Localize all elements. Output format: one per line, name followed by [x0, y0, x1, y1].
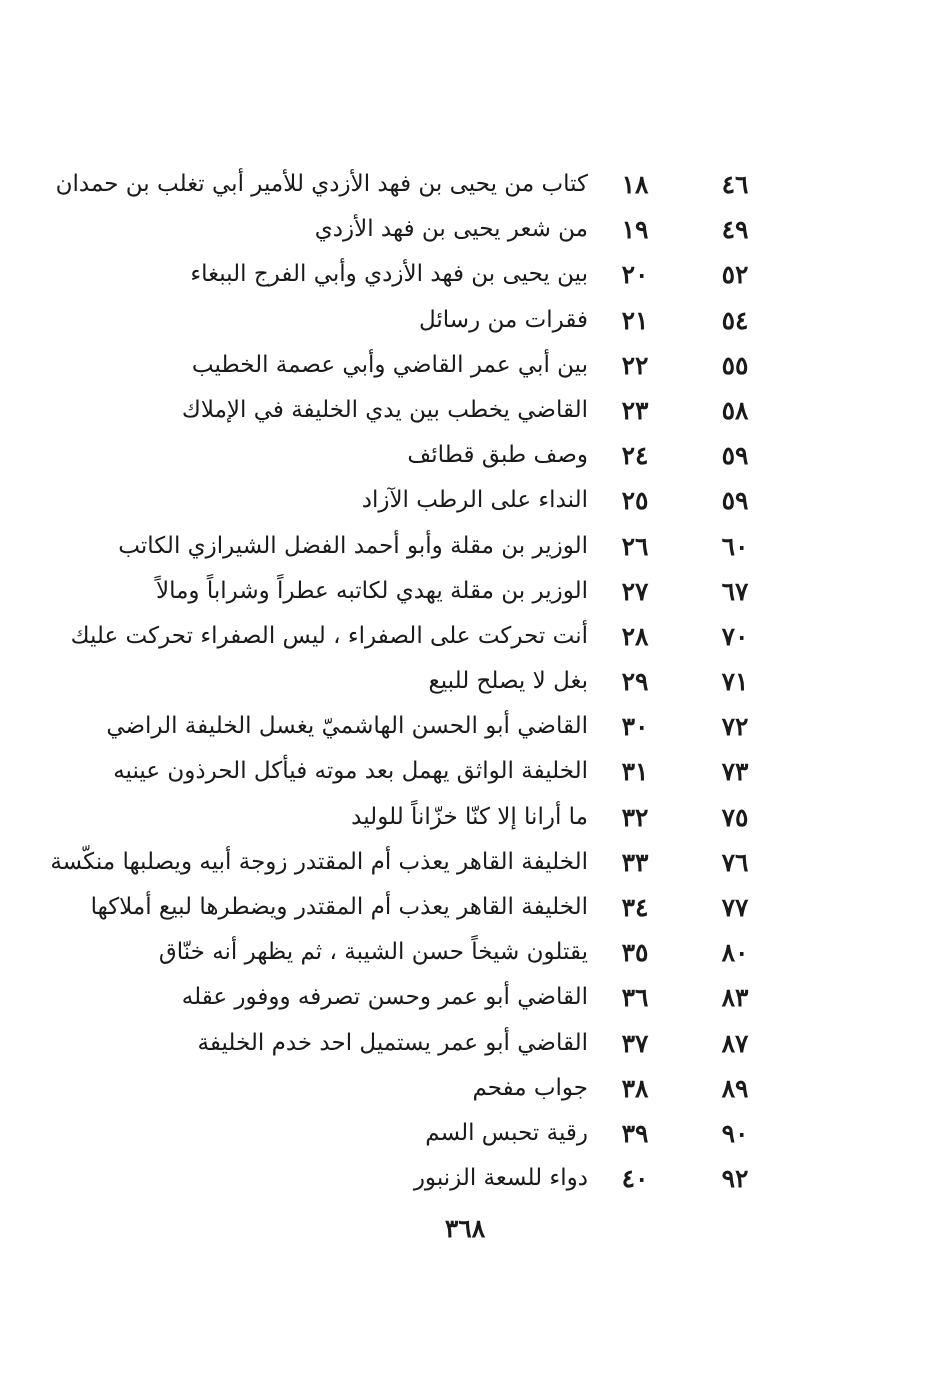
- list-item: [0, 704, 930, 749]
- entry-title: القاضي أبو عمر يستميل احد خدم الخليفة: [197, 1029, 588, 1056]
- entry-title: الوزير بن مقلة وأبو أحمد الفضل الشيرازي الكاتب: [118, 532, 588, 559]
- item-number: ٢٣: [621, 395, 649, 425]
- page-number: ٥٩: [721, 441, 749, 471]
- entry-title: القاضي يخطب بين يدي الخليفة في الإملاك: [181, 396, 588, 423]
- list-item: [0, 840, 930, 885]
- page-number: ٧٣: [721, 757, 749, 787]
- entry-title: النداء على الرطب الآزاد: [361, 487, 588, 514]
- entry-title: بين يحيى بن فهد الأزدي وأبي الفرج الببغاء: [190, 261, 588, 288]
- list-item: [0, 478, 930, 523]
- item-number: ٤٠: [621, 1164, 649, 1194]
- entry-title: رقية تحبس السم: [425, 1119, 588, 1146]
- item-number: ٢٠: [621, 260, 649, 290]
- entry-title: بين أبي عمر القاضي وأبي عصمة الخطيب: [191, 351, 588, 378]
- list-item: [0, 252, 930, 297]
- list-item: [0, 162, 930, 207]
- item-number: ٢٨: [621, 621, 649, 651]
- page-number: ٧٦: [721, 847, 749, 877]
- page-number: ٨٩: [721, 1073, 749, 1103]
- item-number: ٢٩: [621, 667, 649, 697]
- page-number: ٧٠: [721, 621, 749, 651]
- entry-title: الخليفة القاهر يعذب أم المقتدر زوجة أبيه ويصلبها منكّسة: [50, 848, 588, 875]
- entry-title: يقتلون شيخاً حسن الشيبة ، ثم يظهر أنه خنّاق: [158, 939, 588, 966]
- item-number: ٣٧: [621, 1028, 649, 1058]
- item-number: ٢٥: [621, 486, 649, 516]
- entry-title: ما أرانا إلا كنّا خزّاناً للوليد: [351, 803, 588, 830]
- list-item: [0, 298, 930, 343]
- list-item: [0, 569, 930, 614]
- item-number: ٣٢: [621, 802, 649, 832]
- entry-title: الوزير بن مقلة يهدي لكاتبه عطراً وشراباً ومالاً: [155, 577, 588, 604]
- entry-title: القاضي أبو عمر وحسن تصرفه ووفور عقله: [181, 984, 588, 1011]
- list-item: [0, 1021, 930, 1066]
- page-number: ٨٠: [721, 938, 749, 968]
- entry-title: الخليفة القاهر يعذب أم المقتدر ويضطرها لبيع أملاكها: [90, 894, 588, 920]
- page-number: ٥٢: [721, 260, 749, 290]
- entry-title: أنت تحركت على الصفراء ، ليس الصفراء تحركت عليك: [70, 622, 588, 649]
- page-number: ٤٦: [721, 170, 749, 199]
- list-item: [0, 659, 930, 704]
- entry-title: من شعر يحيى بن فهد الأزدي: [314, 216, 588, 243]
- entry-title: الخليفة الواثق يهمل بعد موته فيأكل الحرذون عينيه: [113, 758, 588, 785]
- page-number: ٦٠: [721, 531, 749, 561]
- item-number: ٣٠: [621, 712, 649, 742]
- item-number: ٣٥: [621, 938, 649, 968]
- item-number: ٣٤: [621, 893, 649, 922]
- item-number: ٣٣: [621, 847, 649, 877]
- entry-title: دواء للسعة الزنبور: [413, 1165, 588, 1192]
- page-number: ٤٩: [721, 215, 749, 245]
- item-number: ١٩: [621, 215, 649, 245]
- table-of-contents: [0, 162, 930, 1201]
- page-number: ٥٩: [721, 486, 749, 516]
- item-number: ٢٢: [621, 350, 649, 380]
- page-number: ٥٤: [721, 305, 749, 335]
- entry-title: فقرات من رسائل: [418, 306, 588, 333]
- page-number: ٧٢: [721, 712, 749, 742]
- item-number: ٣٨: [621, 1073, 649, 1103]
- page-number: ٧٧: [721, 893, 749, 922]
- list-item: [0, 614, 930, 659]
- page-number: ٧١: [721, 667, 749, 697]
- page-number: ٨٧: [721, 1028, 749, 1058]
- page-folio-number: ٣٦٨: [444, 1214, 486, 1243]
- page-number: ٨٣: [721, 983, 749, 1013]
- item-number: ٣٦: [621, 983, 649, 1013]
- item-number: ٢١: [621, 305, 649, 335]
- item-number: ٣١: [621, 757, 649, 787]
- list-item: [0, 885, 930, 930]
- list-item: [0, 1066, 930, 1111]
- list-item: [0, 975, 930, 1020]
- page-number: ٧٥: [721, 802, 749, 832]
- item-number: ٣٩: [621, 1118, 649, 1148]
- list-item: [0, 930, 930, 975]
- item-number: ٢٦: [621, 531, 649, 561]
- page-number: ٥٨: [721, 395, 749, 425]
- item-number: ٢٤: [621, 441, 649, 471]
- list-item: [0, 433, 930, 478]
- entry-title: وصف طبق قطائف: [407, 442, 588, 469]
- list-item: [0, 388, 930, 433]
- list-item: [0, 1156, 930, 1201]
- list-item: [0, 1111, 930, 1156]
- list-item: [0, 207, 930, 252]
- list-item: [0, 749, 930, 794]
- entry-title: جواب مفحم: [472, 1074, 588, 1101]
- list-item: [0, 343, 930, 388]
- list-item: [0, 524, 930, 569]
- entry-title: كتاب من يحيى بن فهد الأزدي للأمير أبي تغلب بن حمدان: [55, 171, 588, 197]
- list-item: [0, 795, 930, 840]
- page-number: ٩٠: [721, 1118, 749, 1148]
- item-number: ٢٧: [621, 576, 649, 606]
- entry-title: بغل لا يصلح للبيع: [428, 668, 588, 695]
- page-number: ٦٧: [721, 576, 749, 606]
- page-number: ٩٢: [721, 1164, 749, 1194]
- item-number: ١٨: [621, 170, 649, 199]
- page-number: ٥٥: [721, 350, 749, 380]
- entry-title: القاضي أبو الحسن الهاشميّ يغسل الخليفة الراضي: [106, 713, 588, 740]
